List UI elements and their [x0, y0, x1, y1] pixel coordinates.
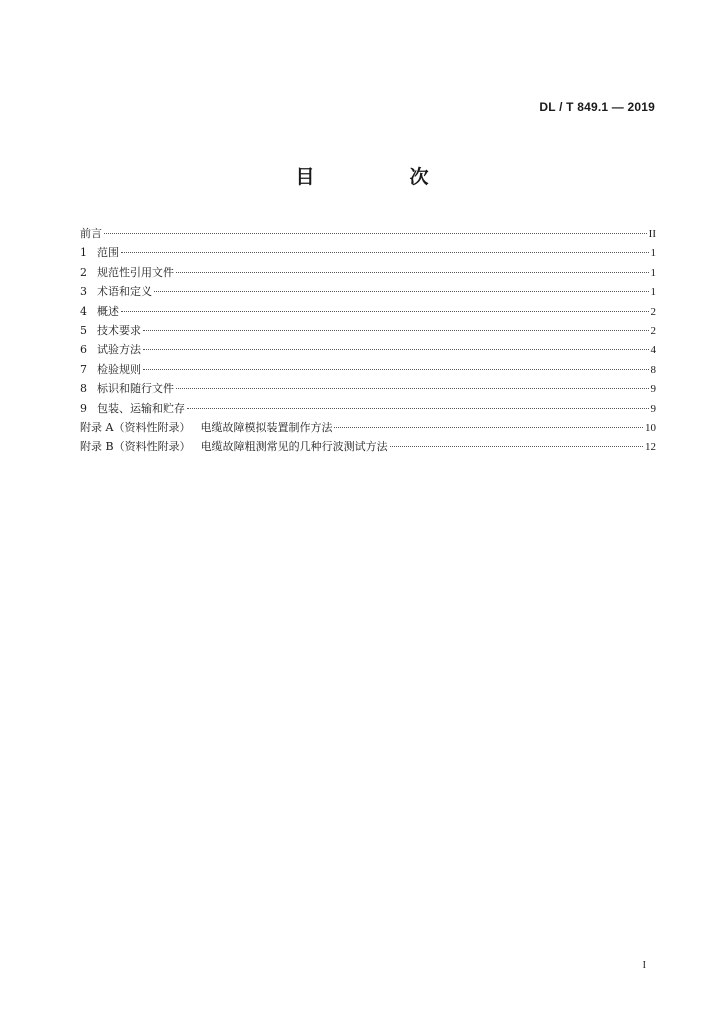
toc-entry-text: 术语和定义: [97, 285, 152, 299]
page-title: 目 次: [295, 166, 467, 188]
toc-entry-number: 9: [80, 401, 87, 415]
toc-entry-1[interactable]: [80, 243, 656, 262]
dot-leader: [334, 427, 643, 428]
toc-entry-page: 8: [650, 363, 656, 376]
dot-leader: [390, 446, 643, 447]
toc-annex-label: 附录 B（资料性附录）: [80, 440, 191, 454]
page-number: I: [642, 960, 646, 971]
toc-entry-4[interactable]: [80, 302, 656, 321]
toc-entry-9[interactable]: [80, 399, 656, 418]
toc-entry-text: 技术要求: [97, 323, 141, 337]
toc-entry-text: 电缆故障粗测常见的几种行波测试方法: [200, 440, 388, 454]
toc-entry-text: 电缆故障模拟装置制作方法: [200, 420, 333, 434]
toc-entry-text: 规范性引用文件: [97, 265, 174, 279]
toc-entry-page: 2: [650, 324, 656, 337]
toc-annex-label: 附录 A（资料性附录）: [80, 420, 191, 434]
toc-entry-text: 前言: [80, 227, 102, 240]
toc-entry-number: 2: [80, 265, 87, 279]
dot-leader: [121, 252, 649, 253]
dot-leader: [143, 330, 649, 331]
toc-entry-page: 1: [650, 266, 656, 279]
toc-entry-number: 7: [80, 362, 87, 376]
toc-entry-text: 包装、运输和贮存: [97, 401, 185, 415]
dot-leader: [187, 408, 649, 409]
toc-entry-page: 2: [650, 305, 656, 318]
toc-entry-page: 10: [645, 421, 656, 434]
toc-entry-page: 1: [650, 286, 656, 299]
toc-entry-annex-b[interactable]: [80, 437, 656, 456]
toc-entry-number: 5: [80, 323, 87, 337]
toc-entry-text: 试验方法: [97, 343, 141, 357]
toc-entry-page: 9: [650, 383, 656, 396]
standard-code: DL / T 849.1 — 2019: [539, 100, 655, 114]
toc-entry-foreword[interactable]: [80, 224, 656, 243]
toc-entry-number: 1: [80, 246, 87, 260]
dot-leader: [143, 349, 649, 350]
dot-leader: [154, 291, 649, 292]
toc-entry-text: 检验规则: [97, 362, 141, 376]
table-of-contents: [80, 224, 656, 457]
dot-leader: [176, 272, 649, 273]
toc-entry-page: 12: [645, 441, 656, 454]
toc-entry-number: 8: [80, 382, 87, 396]
toc-entry-text: 概述: [97, 304, 119, 318]
toc-entry-text: 范围: [97, 246, 119, 260]
toc-entry-text: 标识和随行文件: [97, 382, 174, 396]
toc-entry-5[interactable]: [80, 321, 656, 340]
dot-leader: [121, 311, 649, 312]
toc-entry-page: II: [648, 228, 656, 240]
toc-entry-page: 1: [650, 247, 656, 260]
toc-entry-number: 6: [80, 343, 87, 357]
toc-entry-3[interactable]: [80, 282, 656, 301]
toc-entry-page: 9: [650, 402, 656, 415]
toc-entry-annex-a[interactable]: [80, 418, 656, 437]
toc-entry-7[interactable]: [80, 360, 656, 379]
toc-entry-6[interactable]: [80, 340, 656, 359]
toc-entry-8[interactable]: [80, 379, 656, 398]
dot-leader: [143, 369, 649, 370]
toc-entry-number: 4: [80, 304, 87, 318]
dot-leader: [176, 388, 649, 389]
dot-leader: [104, 233, 647, 234]
toc-entry-2[interactable]: [80, 263, 656, 282]
toc-entry-page: 4: [650, 344, 656, 357]
toc-entry-number: 3: [80, 285, 87, 299]
